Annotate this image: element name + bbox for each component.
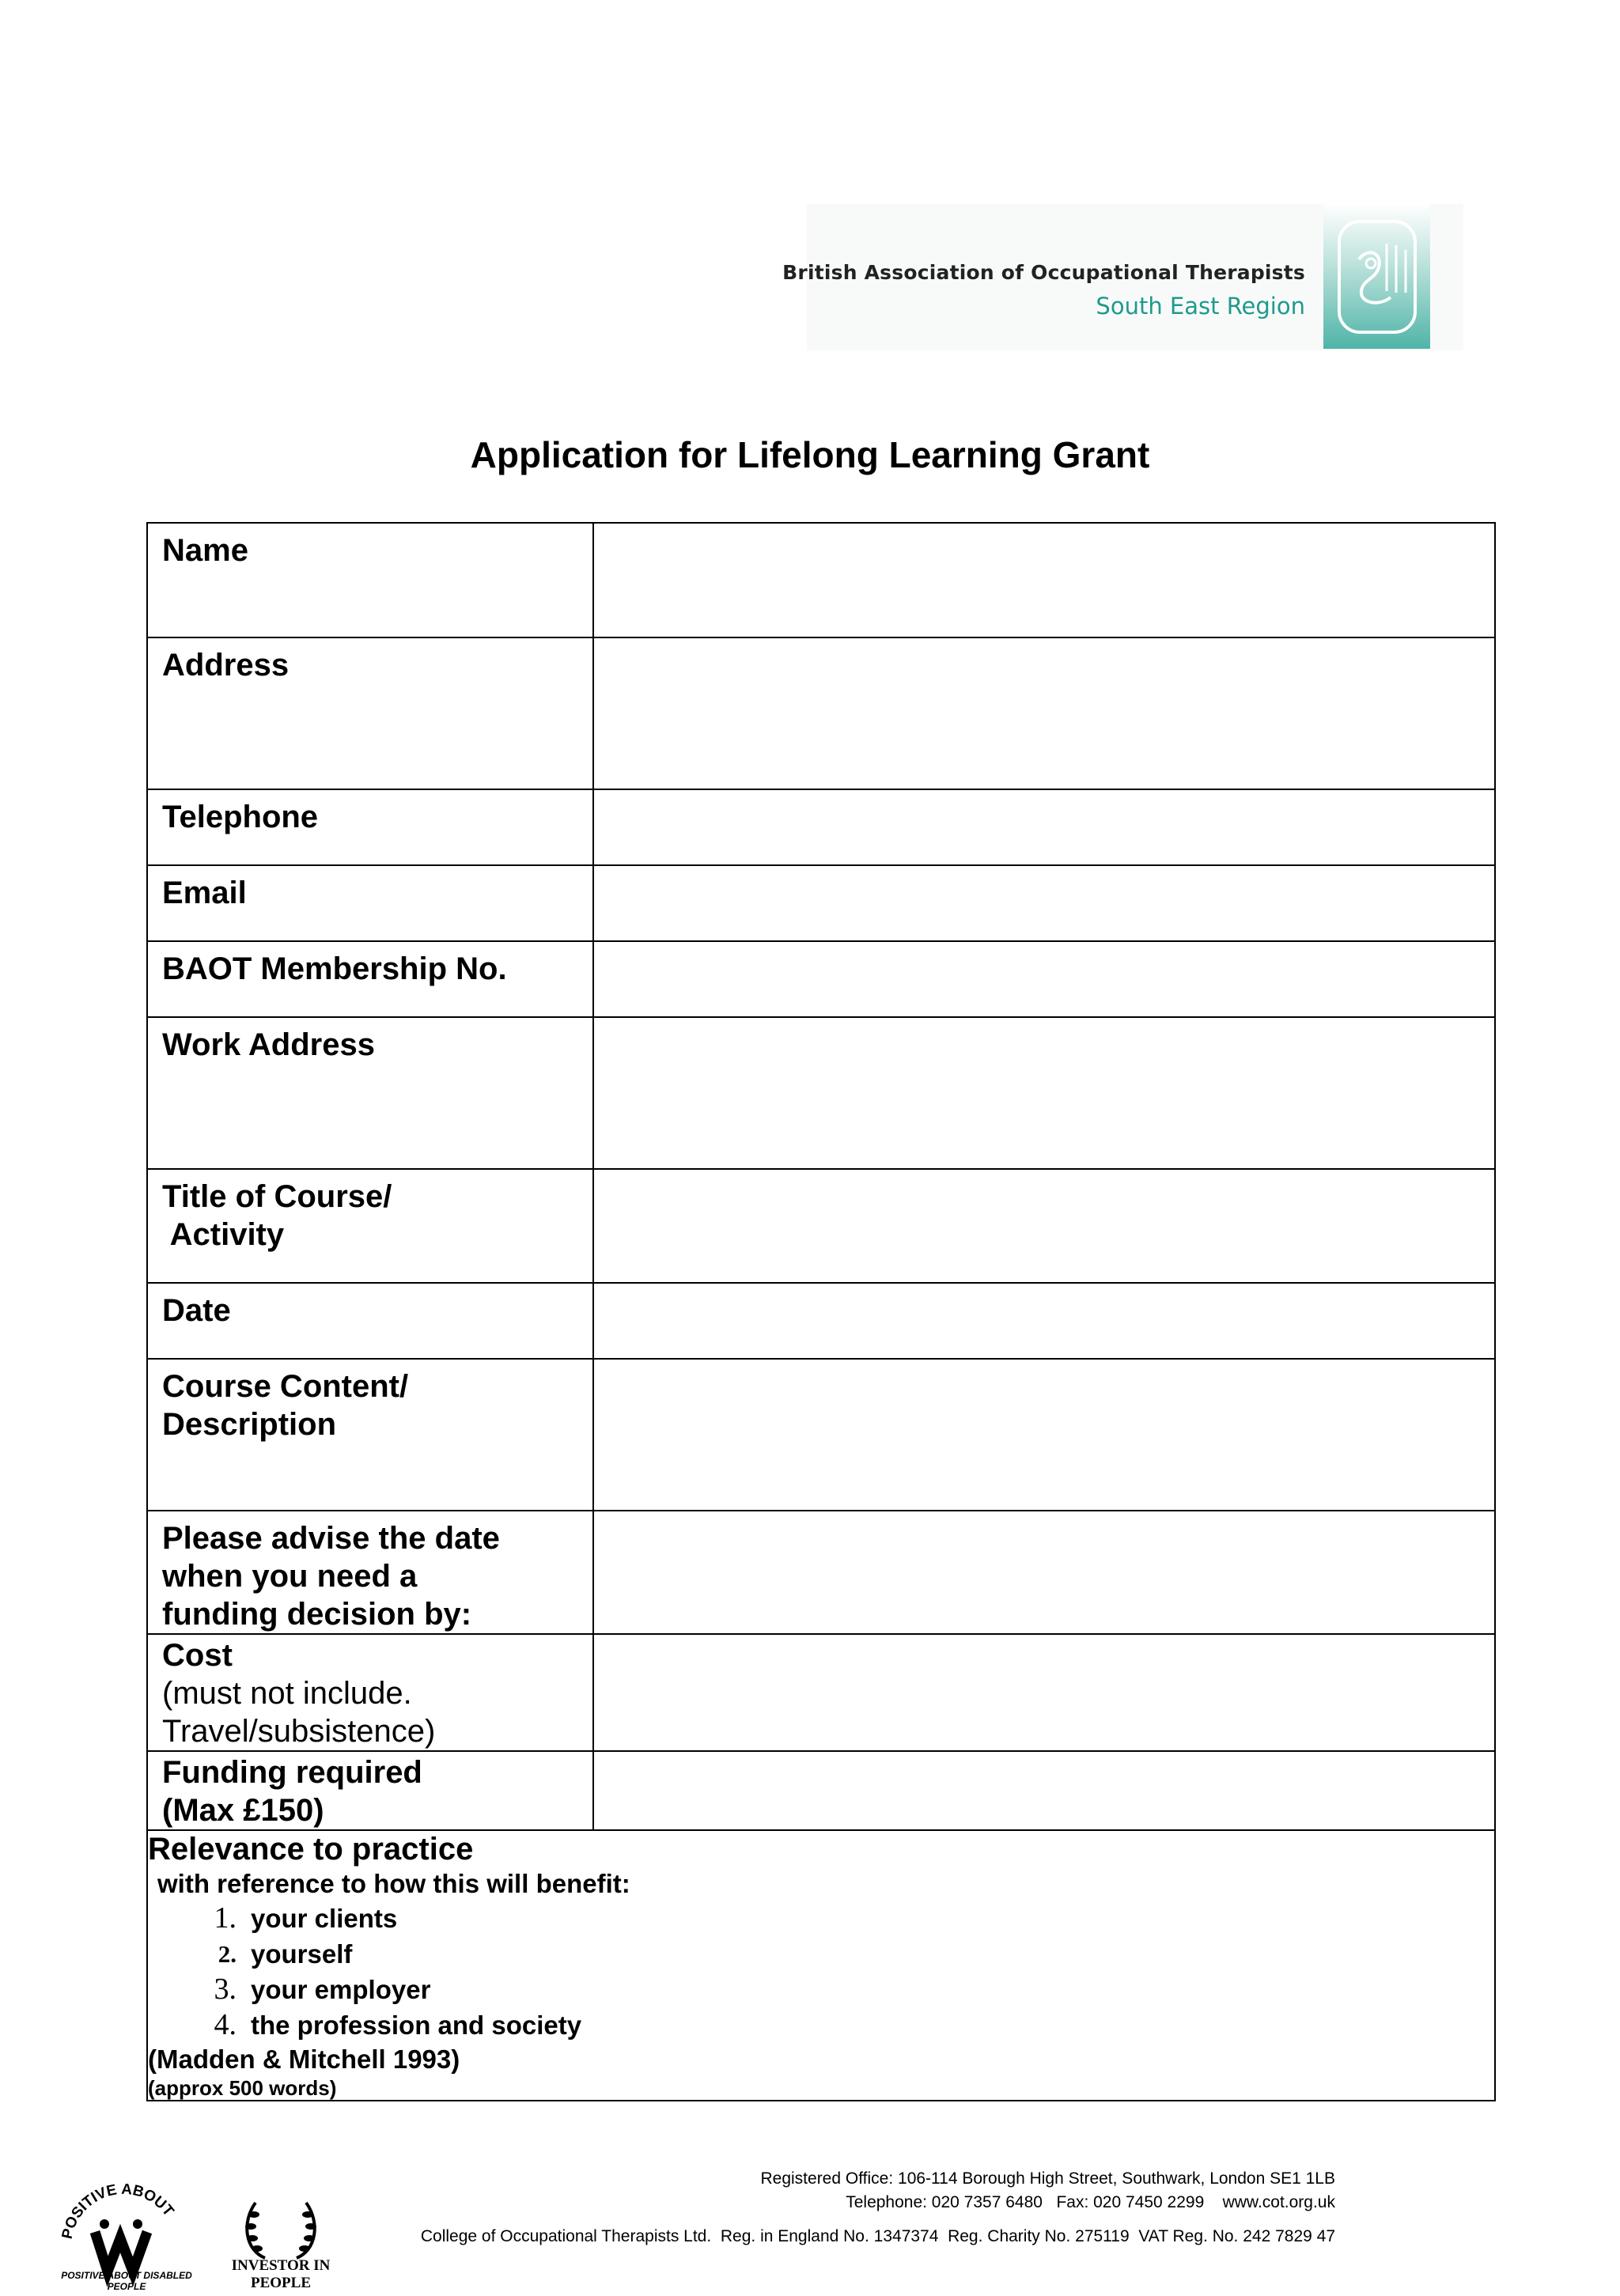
application-form bbox=[146, 522, 1496, 2101]
funding-field[interactable] bbox=[593, 1751, 1495, 1830]
form-row-course-content bbox=[147, 1359, 1495, 1511]
funding-label bbox=[147, 1751, 593, 1830]
list-item-number: 4. bbox=[214, 2008, 237, 2041]
date-field[interactable] bbox=[593, 1283, 1495, 1359]
list-item-text: the profession and society bbox=[251, 2010, 582, 2040]
baot-crest-icon bbox=[1323, 204, 1430, 349]
list-item-number: 1. bbox=[214, 1901, 237, 1935]
list-item bbox=[203, 1936, 1494, 1972]
membership-field[interactable] bbox=[593, 941, 1495, 1017]
form-row-cost bbox=[147, 1634, 1495, 1751]
page-title: Application for Lifelong Learning Grant bbox=[470, 434, 1150, 475]
course-title-label bbox=[147, 1169, 593, 1283]
relevance-reference: (Madden & Mitchell 1993) bbox=[148, 2044, 460, 2074]
course-content-line1: Course Content/ bbox=[162, 1369, 409, 1404]
contact-info: Telephone: 020 7357 6480 Fax: 020 7450 2299 www.cot.org.uk bbox=[846, 2193, 1335, 2211]
cost-note-line2: Travel/subsistence) bbox=[162, 1714, 436, 1749]
course-content-label bbox=[147, 1359, 593, 1511]
decision-date-field[interactable] bbox=[593, 1511, 1495, 1634]
form-row-date bbox=[147, 1283, 1495, 1359]
relevance-title: Relevance to practice bbox=[148, 1832, 474, 1867]
registered-office: Registered Office: 106-114 Borough High Street, Southwark, London SE1 1LB bbox=[760, 2169, 1335, 2188]
membership-label: BAOT Membership No. bbox=[147, 941, 593, 1017]
relevance-word-limit: (approx 500 words) bbox=[148, 2076, 337, 2100]
course-title-line2: Activity bbox=[162, 1217, 285, 1252]
list-item-text: your employer bbox=[251, 1975, 431, 2004]
form-row-funding bbox=[147, 1751, 1495, 1830]
course-title-line1: Title of Course/ bbox=[162, 1179, 392, 1214]
form-row-decision-date bbox=[147, 1511, 1495, 1634]
work-address-field[interactable] bbox=[593, 1017, 1495, 1169]
telephone-field[interactable] bbox=[593, 789, 1495, 865]
decision-line3: funding decision by: bbox=[162, 1597, 472, 1632]
form-row-course-title bbox=[147, 1169, 1495, 1283]
course-content-line2: Description bbox=[162, 1407, 337, 1442]
org-region: South East Region bbox=[1096, 293, 1305, 320]
relevance-list bbox=[148, 1901, 1494, 2043]
investor-in-people-label: INVESTOR IN PEOPLE bbox=[231, 2257, 331, 2291]
org-name: British Association of Occupational Therapists bbox=[782, 261, 1305, 284]
name-field[interactable] bbox=[593, 523, 1495, 637]
date-label: Date bbox=[147, 1283, 593, 1359]
positive-about-disabled-people-icon bbox=[55, 2183, 198, 2292]
form-row-membership bbox=[147, 941, 1495, 1017]
list-item bbox=[203, 1901, 1494, 1936]
cost-title: Cost bbox=[162, 1638, 233, 1673]
form-row-email bbox=[147, 865, 1495, 941]
work-address-label: Work Address bbox=[147, 1017, 593, 1169]
form-row-name bbox=[147, 523, 1495, 637]
list-item-text: yourself bbox=[251, 1939, 353, 1969]
telephone-label: Telephone bbox=[147, 789, 593, 865]
name-label: Name bbox=[147, 523, 593, 637]
badge-disabled-text: POSITIVE ABOUT DISABLED PEOPLE bbox=[61, 2270, 192, 2292]
decision-date-label bbox=[147, 1511, 593, 1634]
course-content-field[interactable] bbox=[593, 1359, 1495, 1511]
decision-line2: when you need a bbox=[162, 1559, 418, 1594]
investor-in-people-icon bbox=[202, 2183, 360, 2292]
list-item bbox=[203, 1972, 1494, 2007]
cost-field[interactable] bbox=[593, 1634, 1495, 1751]
svg-text:POSITIVE ABOUT: POSITIVE ABOUT bbox=[59, 2183, 177, 2241]
address-label: Address bbox=[147, 637, 593, 789]
header-logo-block bbox=[782, 204, 1463, 350]
list-item bbox=[203, 2007, 1494, 2043]
footer-address bbox=[760, 2167, 1335, 2215]
form-row-telephone bbox=[147, 789, 1495, 865]
relevance-subtitle: with reference to how this will benefit: bbox=[157, 1869, 630, 1898]
address-field[interactable] bbox=[593, 637, 1495, 789]
form-row-address bbox=[147, 637, 1495, 789]
funding-line2: (Max £150) bbox=[162, 1793, 324, 1828]
form-row-work-address bbox=[147, 1017, 1495, 1169]
course-title-field[interactable] bbox=[593, 1169, 1495, 1283]
cost-note-line1: (must not include. bbox=[162, 1676, 412, 1711]
list-item-text: your clients bbox=[251, 1904, 398, 1933]
email-field[interactable] bbox=[593, 865, 1495, 941]
form-row-relevance bbox=[147, 1830, 1495, 2101]
funding-line1: Funding required bbox=[162, 1755, 422, 1790]
cost-label bbox=[147, 1634, 593, 1751]
decision-line1: Please advise the date bbox=[162, 1521, 500, 1556]
registration-info: College of Occupational Therapists Ltd. Reg. in England No. 1347374 Reg. Charity No. 275119 VAT Reg. No. 242 7829 47 bbox=[420, 2227, 1335, 2245]
list-item-number: 3. bbox=[214, 1973, 237, 2006]
email-label: Email bbox=[147, 865, 593, 941]
list-item-number: 2. bbox=[218, 1940, 237, 1968]
relevance-section[interactable] bbox=[147, 1830, 1495, 2101]
